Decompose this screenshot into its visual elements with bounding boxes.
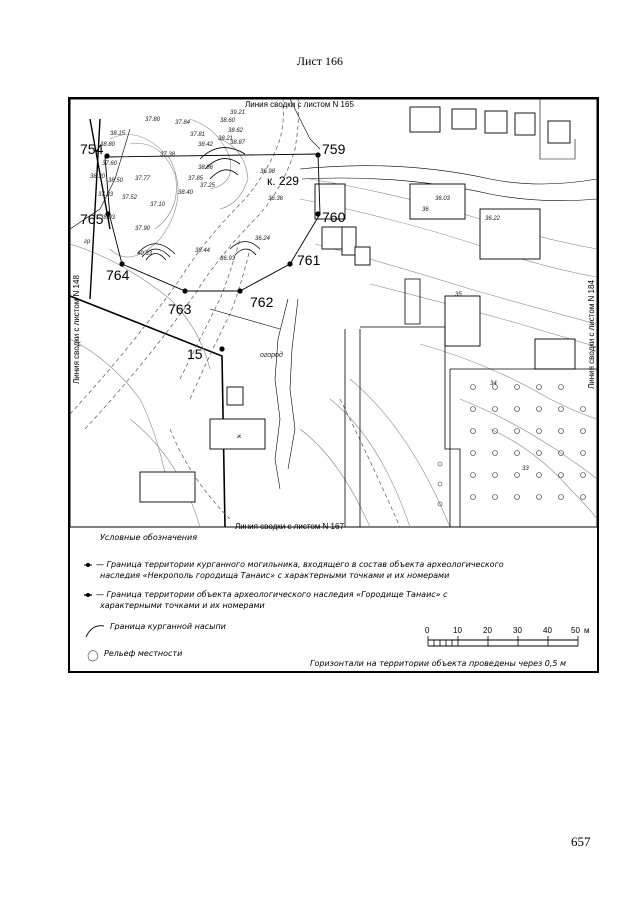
elev: 38.42 [198, 142, 214, 148]
label-754: 754 [80, 141, 104, 157]
place-grunt: гр [84, 239, 91, 245]
elev: 37.80 [145, 117, 161, 123]
edge-label-right: Линия сводки с листом N 184 [587, 280, 596, 389]
contour-note: Горизонтали на территории объекта проведены через 0,5 м [310, 659, 567, 668]
scale-tick-20: 20 [483, 626, 492, 635]
elev: 37.52 [122, 195, 138, 201]
edge-label-bottom: Линия сводки с листом N 167 [235, 522, 344, 531]
elev: 38.20 [90, 174, 106, 180]
legend-heading: Условные обозначения [100, 533, 198, 542]
elev: 37.60 [102, 161, 118, 167]
scale-tick-40: 40 [543, 626, 552, 635]
scale-tick-50: 50 [571, 626, 580, 635]
elev: 37.85 [188, 176, 204, 182]
page-number: 657 [571, 834, 591, 849]
sheet-title: Лист 166 [296, 54, 344, 68]
elev: 37.90 [135, 226, 151, 232]
elev: 38.80 [100, 142, 116, 148]
label-762: 762 [250, 294, 274, 310]
elev: 37.83 [98, 192, 114, 198]
contour-35: 35 [455, 292, 462, 298]
scale-tick-10: 10 [453, 626, 462, 635]
legend-item-2: — Граница территории объекта археологического наследия «Городище Танаис» с [96, 590, 448, 599]
label-761: 761 [297, 252, 321, 268]
legend-item-2b: характерными точками и их номерами [100, 601, 265, 610]
elev: 38.40 [178, 190, 194, 196]
map-frame [68, 97, 599, 673]
label-765: 765 [80, 211, 104, 227]
elev: 37.77 [135, 176, 151, 182]
scale-tick-0: 0 [425, 626, 430, 635]
label-764: 764 [106, 267, 130, 283]
contour-33: 33 [522, 466, 529, 472]
elev: 38.15 [110, 131, 126, 137]
label-15: 15 [187, 346, 203, 362]
edge-label-left: Линия сводки с листом N 148 [72, 275, 81, 384]
elev: 36.24 [255, 236, 271, 242]
elev: 36.93 [220, 256, 236, 262]
legend-symbols [70, 99, 597, 671]
elev: 36.36 [268, 196, 284, 202]
elev: 38.44 [195, 248, 211, 254]
elev: 36.22 [485, 216, 501, 222]
elev: 37.81 [190, 132, 206, 138]
legend-item-1b: наследия «Некрополь городища Танаис» с характерными точками и их номерами [100, 571, 450, 580]
scale-tick-30: 30 [513, 626, 522, 635]
elev: 37.38 [160, 152, 176, 158]
elev: 38.87 [230, 140, 246, 146]
elev: 36.03 [435, 196, 451, 202]
scale-unit: м [584, 626, 590, 635]
label-k229: к. 229 [267, 174, 299, 188]
elev: 37.10 [150, 202, 166, 208]
elev: 37.25 [200, 183, 216, 189]
elev: 38.86 [198, 165, 214, 171]
elev: 38.62 [228, 128, 244, 134]
contour-36: 36 [422, 207, 429, 213]
elev: 39.21 [230, 110, 246, 116]
elev: 38.60 [220, 118, 236, 124]
legend-item-1: — Граница территории курганного могильника, входящего в состав объекта археологического [96, 560, 504, 569]
legend-item-3: Граница курганной насыпи [110, 622, 226, 631]
elev: 38.21 [218, 136, 234, 142]
contour-34: 34 [490, 381, 497, 387]
legend-item-4: Рельеф местности [104, 649, 183, 658]
elev: 38.03 [100, 215, 116, 221]
elev: 38.50 [108, 178, 124, 184]
label-759: 759 [322, 141, 346, 157]
place-ogorod: огород [260, 352, 283, 359]
place-zhil: ж [237, 434, 242, 440]
elev: 40.33 [137, 251, 153, 257]
elev: 36.98 [260, 169, 276, 175]
label-763: 763 [168, 301, 192, 317]
elev: 37.84 [175, 120, 191, 126]
label-760: 760 [322, 209, 346, 225]
edge-label-top: Линия сводки с листом N 165 [245, 100, 354, 109]
